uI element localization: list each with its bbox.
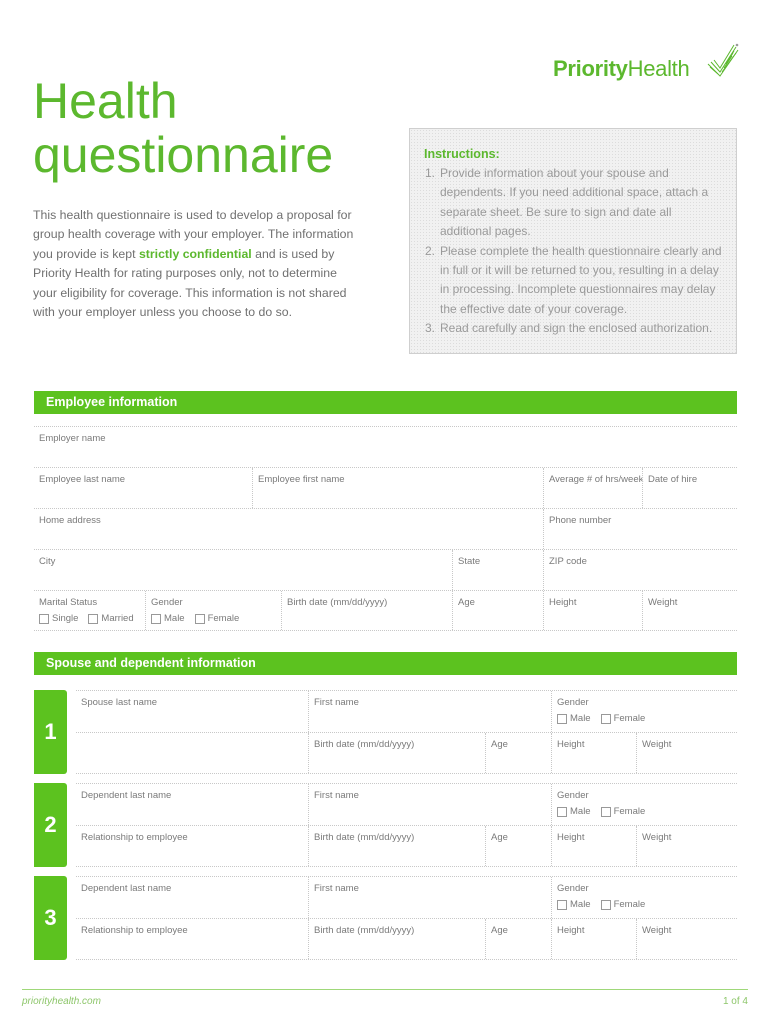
employee-name-row: [34, 467, 737, 508]
relationship-field[interactable]: [76, 733, 308, 773]
age-field[interactable]: Age: [485, 733, 551, 773]
instruction-item: 1. Provide information about your spouse and dependents. If you need additional space, attach a separate sheet. Be sure to sign and date all additional pages.: [425, 166, 709, 239]
gender-field: Gender Male Female: [551, 784, 737, 825]
title-line-1: Health: [33, 73, 178, 129]
gender-field: Gender Male Female: [551, 877, 737, 918]
weight-field[interactable]: Weight: [636, 919, 737, 959]
female-checkbox[interactable]: [195, 614, 205, 624]
priority-health-logo: [553, 42, 743, 82]
address-row: [34, 508, 737, 549]
male-checkbox[interactable]: [557, 807, 567, 817]
male-checkbox[interactable]: [151, 614, 161, 624]
gender-field: Gender Male Female: [145, 591, 281, 630]
female-checkbox[interactable]: [601, 807, 611, 817]
height-field[interactable]: Height: [551, 919, 636, 959]
birth-date-field[interactable]: Birth date (mm/dd/yyyy): [308, 826, 485, 866]
dependent-name-row: [76, 876, 737, 918]
weight-field[interactable]: Weight: [636, 733, 737, 773]
female-checkbox[interactable]: [601, 714, 611, 724]
female-label: Female: [207, 613, 240, 624]
instructions-title: Instructions:: [424, 147, 500, 161]
age-field[interactable]: Age: [485, 919, 551, 959]
dependent-details-row: [76, 825, 737, 867]
confidential-emphasis: strictly confidential: [138, 246, 252, 261]
single-checkbox[interactable]: [39, 614, 49, 624]
footer-divider: [22, 989, 748, 990]
dependent-details-row: [76, 918, 737, 960]
male-label: Male: [570, 899, 591, 910]
weight-field[interactable]: Weight: [636, 826, 737, 866]
married-label: Married: [101, 613, 134, 624]
instruction-item: 3. Read carefully and sign the enclosed authorization.: [425, 321, 713, 336]
spouse-last-name-field[interactable]: Spouse last name: [81, 697, 158, 708]
employee-section-header: Employee information: [34, 391, 737, 414]
weight-field[interactable]: Weight: [642, 591, 737, 630]
footer-url: priorityhealth.com: [22, 996, 101, 1007]
instruction-item: 2. Please complete the health questionnaire clearly and in full or it will be returned to you, resulting in a delay in processing. Incomplete questionnaires may delay the effective date of your coverage.: [425, 243, 722, 316]
dependent-name-row: [76, 783, 737, 825]
female-checkbox[interactable]: [601, 900, 611, 910]
female-label: Female: [613, 713, 646, 724]
instructions-box: [409, 128, 737, 354]
first-name-field[interactable]: First name: [308, 691, 551, 732]
average-hours-field[interactable]: Average # of hrs/week: [543, 468, 642, 508]
state-field[interactable]: State: [452, 550, 543, 590]
height-field[interactable]: Height: [551, 826, 636, 866]
birth-date-field[interactable]: Birth date (mm/dd/yyyy): [308, 919, 485, 959]
married-checkbox[interactable]: [88, 614, 98, 624]
date-of-hire-field[interactable]: Date of hire: [642, 468, 737, 508]
birth-date-field[interactable]: Birth date (mm/dd/yyyy): [308, 733, 485, 773]
phone-number-field[interactable]: Phone number: [543, 509, 737, 549]
male-label: Male: [570, 806, 591, 817]
employee-last-name-field[interactable]: Employee last name: [39, 474, 126, 485]
male-label: Male: [164, 613, 185, 624]
home-address-field[interactable]: Home address: [39, 515, 101, 526]
personal-details-row: [34, 590, 737, 631]
dependent-section-header: Spouse and dependent information: [34, 652, 737, 675]
dependent-last-name-field[interactable]: Dependent last name: [81, 883, 172, 894]
female-label: Female: [613, 806, 646, 817]
title-line-2: questionnaire: [33, 127, 334, 183]
dependent-last-name-field[interactable]: Dependent last name: [81, 790, 172, 801]
first-name-field[interactable]: First name: [308, 877, 551, 918]
page-number: 1 of 4: [722, 996, 748, 1007]
male-checkbox[interactable]: [557, 900, 567, 910]
page-title: [33, 74, 373, 182]
first-name-field[interactable]: First name: [308, 784, 551, 825]
height-field[interactable]: Height: [543, 591, 642, 630]
dependent-number-badge: 2: [34, 783, 67, 867]
birth-date-field[interactable]: Birth date (mm/dd/yyyy): [281, 591, 452, 630]
age-field[interactable]: Age: [485, 826, 551, 866]
relationship-field[interactable]: Relationship to employee: [81, 832, 188, 843]
employer-name-field[interactable]: Employer name: [39, 433, 106, 444]
employee-first-name-field[interactable]: Employee first name: [252, 468, 543, 508]
instructions-list: [424, 164, 722, 339]
employer-name-row: [34, 426, 737, 467]
dependent-details-row: [76, 732, 737, 774]
height-field[interactable]: Height: [551, 733, 636, 773]
gender-field: Gender Male Female: [551, 691, 737, 732]
logo-wordmark: PriorityHealth: [553, 56, 690, 81]
male-checkbox[interactable]: [557, 714, 567, 724]
city-field[interactable]: City: [39, 556, 56, 567]
dependent-name-row: [76, 690, 737, 732]
male-label: Male: [570, 713, 591, 724]
zip-code-field[interactable]: ZIP code: [543, 550, 737, 590]
relationship-field[interactable]: Relationship to employee: [81, 925, 188, 936]
dependent-number-badge: 3: [34, 876, 67, 960]
dependent-number-badge: 1: [34, 690, 67, 774]
logo-mark-icon: [706, 42, 740, 78]
female-label: Female: [613, 899, 646, 910]
single-label: Single: [52, 613, 79, 624]
city-row: [34, 549, 737, 590]
intro-paragraph: This health questionnaire is used to develop a proposal for group health coverage with your employer. The information you provide is kept strictly confidential and is used by Priority Health for rating purposes only, not to determine your eligibility for coverage. This information is not shared with your employer unless you choose to do so.: [33, 208, 354, 320]
marital-status-field: Marital Status Single Married: [39, 597, 134, 624]
age-field[interactable]: Age: [452, 591, 543, 630]
